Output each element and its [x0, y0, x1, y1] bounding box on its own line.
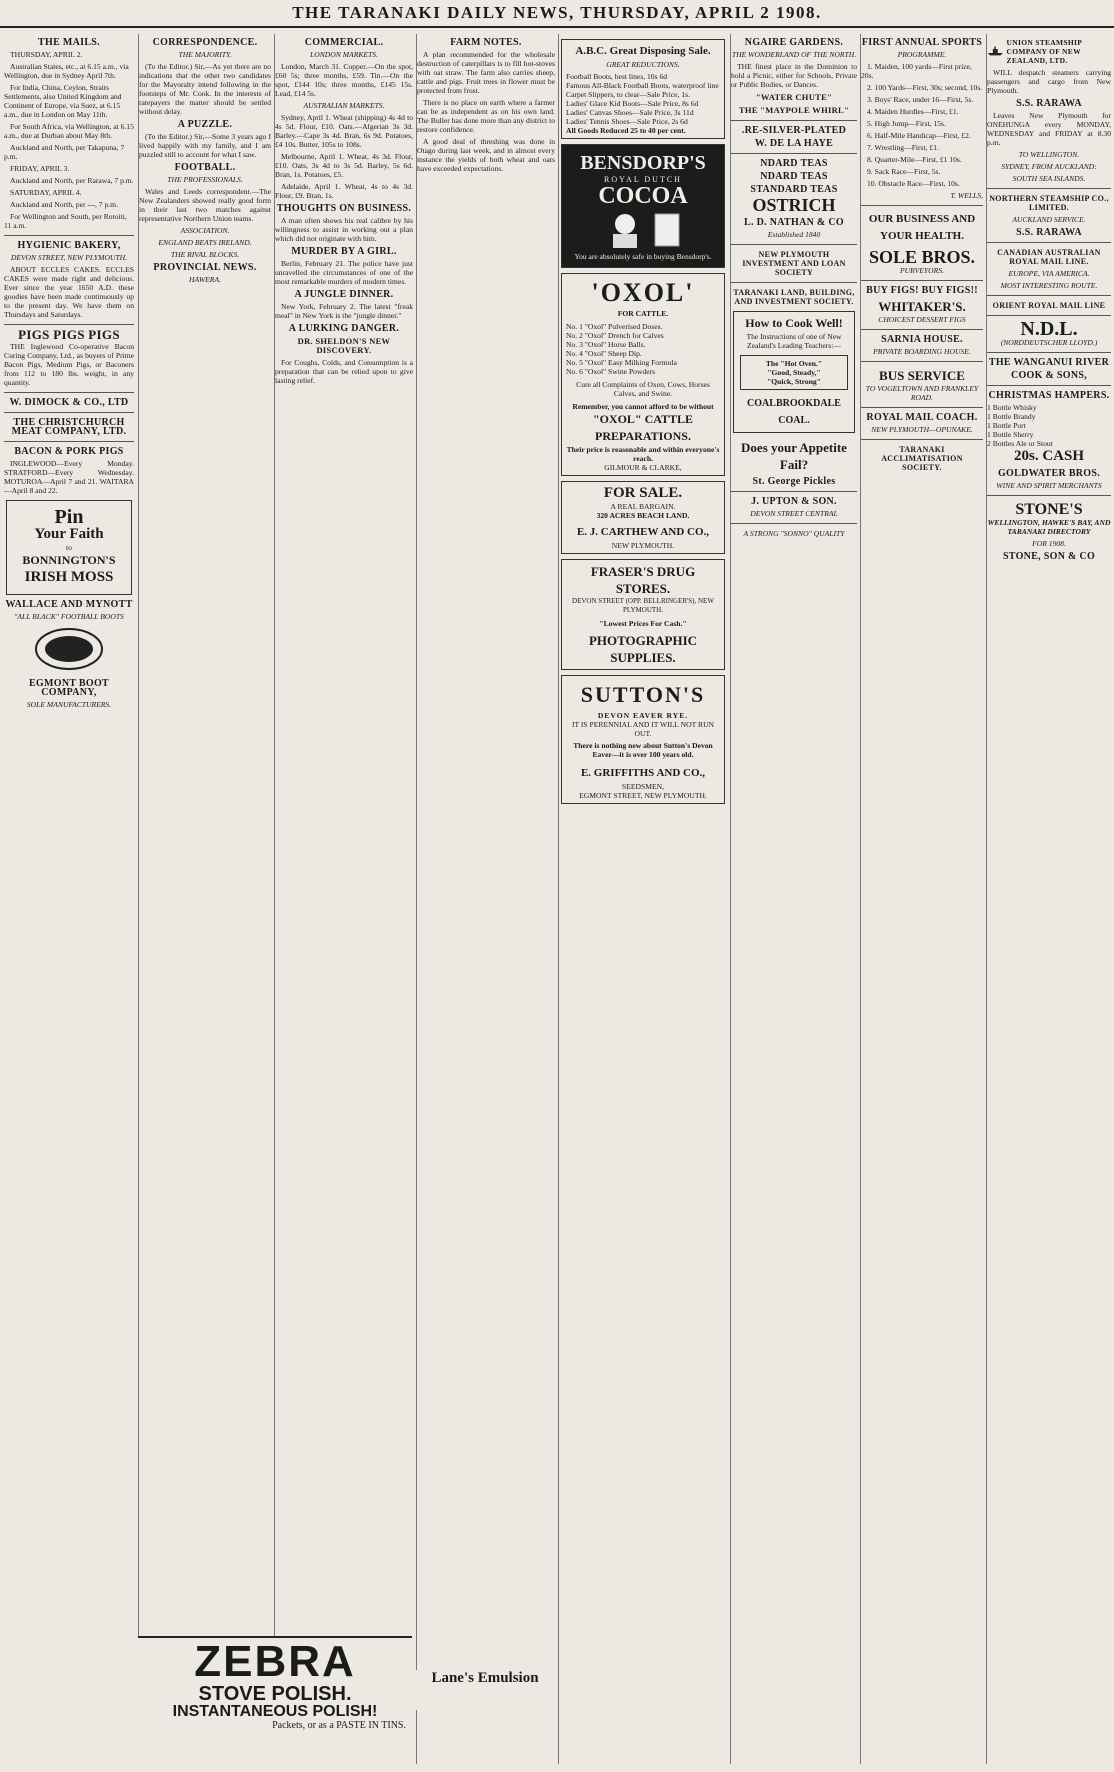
- sole-bros: SOLE BROS.: [868, 247, 976, 267]
- fraser-sub: DEVON STREET (OPP. BELLRINGER'S), NEW PLYMOUTH.: [572, 597, 714, 614]
- stones-year: FOR 1908.: [1032, 539, 1066, 548]
- fraser-heading: FRASER'S DRUG STORES.: [590, 564, 696, 596]
- melb-text: Melbourne, April 1. Wheat, 4s 3d. Flour, £10. Oats, 3s 4d to 3s 5d. Barley, 5s 6d. Bran, 1s. Potatoes, £5.: [275, 152, 413, 179]
- sutton-tag: IT IS PERENNIAL AND IT WILL NOT RUN OUT.: [571, 720, 715, 738]
- griffiths-addr: EGMONT STREET, NEW PLYMOUTH.: [579, 791, 707, 800]
- abc-sub: GREAT REDUCTIONS.: [606, 60, 680, 69]
- northern: NORTHERN STEAMSHIP CO., LIMITED.: [989, 194, 1109, 212]
- football-sub: THE PROFESSIONALS.: [167, 175, 243, 184]
- sutton-sub: DEVON EAVER RYE.: [597, 711, 689, 720]
- bakery-sub: DEVON STREET, NEW PLYMOUTH.: [10, 253, 128, 262]
- sale-acres: 320 ACRES BEACH LAND.: [596, 511, 690, 520]
- sports-item: 10. Obstacle Race—First, 10s.: [867, 179, 960, 188]
- oxol-list: [566, 322, 720, 376]
- sports-item: 1. Maiden, 100 yards—First prize, 20s.: [861, 62, 972, 80]
- farm-text-3: A good deal of threshing was done in Otago during last week, and in almost every instance the yields of both wheat and oats have exceeded expectations.: [417, 137, 555, 173]
- gardens-heading: NGAIRE GARDENS.: [744, 37, 844, 48]
- abc-item: Ladies' Glace Kid Boots—Sale Price, 8s 6d: [566, 99, 699, 108]
- photo-heading: PHOTOGRAPHIC SUPPLIES.: [588, 633, 698, 665]
- cook-heading: How to Cook Well!: [745, 316, 843, 330]
- south-sea: SOUTH SEA ISLANDS.: [1012, 174, 1086, 183]
- steamship-icon: [987, 41, 1004, 61]
- wallace-sub: "ALL BLACK" FOOTBALL BOOTS: [14, 612, 124, 621]
- mails-list: [4, 50, 134, 230]
- bakery-heading: HYGIENIC BAKERY,: [17, 240, 121, 251]
- canadian: CANADIAN AUSTRALIAN ROYAL MAIL LINE.: [997, 248, 1101, 266]
- cocoa-tin-icon: [653, 212, 681, 248]
- sutton-note: There is nothing new about Sutton's Devon Eaver—it is over 100 years old.: [573, 741, 713, 759]
- football-text: Wales and Leeds correspondent.—The New Zealanders showed really good form in their last two matches against representative Northern Union teams.: [139, 187, 271, 223]
- london-text: London, March 31. Copper.—On the spot, £60 5s; three months, £59. Tin.—On the spot, £144 10s; three months, £145 15s. Lead, £14 5s.: [275, 62, 413, 98]
- jungle-heading: A JUNGLE DINNER.: [294, 289, 394, 300]
- mails-item: Auckland and North, per ---, 7 p.m.: [10, 200, 118, 209]
- corr-heading: CORRESPONDENCE.: [152, 37, 258, 48]
- bus-sub: TO VOGELTOWN AND FRANKLEY ROAD.: [865, 384, 979, 402]
- bensdorp-tag: You are absolutely safe in buying Bensdorp's.: [574, 252, 712, 261]
- sports-item: 3. Boys' Race, under 16—First, 5s.: [867, 95, 974, 104]
- hamper-item: 2 Bottles Ale or Stout: [987, 439, 1053, 448]
- pin-line5: IRISH MOSS: [24, 569, 114, 585]
- column-3: [274, 34, 413, 1764]
- gardens-sub: THE WONDERLAND OF THE NORTH.: [731, 50, 857, 59]
- water-chute: "WATER CHUTE": [755, 92, 833, 102]
- sports-item: 2. 100 Yards—First, 30s; second, 10s.: [867, 83, 983, 92]
- adel-text: Adelaide, April 1. Wheat, 4s to 4s 3d. Flour, £9. Bran, 1s.: [275, 182, 413, 200]
- ss-text: WILL despatch steamers carrying passengers and cargo from New Plymouth.: [987, 68, 1111, 95]
- abc-item: Football Boots, best lines, 10s 6d: [566, 72, 668, 81]
- mails-item: SATURDAY, APRIL 4.: [10, 188, 82, 197]
- abc-item: Carpet Slippers, to clear—Sale Price, 1s.: [566, 90, 690, 99]
- mails-item: For India, China, Ceylon, Straits Settlements, also United Kingdom and Continent of Europe, via Suez, at 6.15 a.m., due in London on May 11th.: [4, 83, 122, 119]
- ccp-heading: THE CHRISTCHURCH MEAT COMPANY, LTD.: [11, 417, 127, 437]
- sale-heading: FOR SALE.: [603, 485, 683, 501]
- whitaker: WHITAKER'S.: [878, 299, 966, 314]
- mails-item: Auckland and North, per Rarawa, 7 p.m.: [10, 176, 134, 185]
- hamper-item: 1 Bottle Port: [987, 421, 1026, 430]
- egmont-heading: EGMONT BOOT COMPANY,: [28, 678, 110, 698]
- oxol-item: No. 5 "Oxol" Easy Milking Formula: [566, 358, 677, 367]
- delahaye: W. DE LA HAYE: [754, 138, 834, 149]
- sheldon-heading: DR. SHELDON'S NEW DISCOVERY.: [297, 336, 391, 355]
- column-8: [986, 34, 1111, 1764]
- wanganui: THE WANGANUI RIVER: [988, 357, 1110, 368]
- sarnia: SARNIA HOUSE.: [881, 334, 963, 345]
- abc-item: Famous All-Black Football Boots, waterproof line: [566, 81, 719, 90]
- mails-item: THURSDAY, APRIL 2.: [10, 50, 83, 59]
- mail-coach: ROYAL MAIL COACH.: [866, 412, 978, 423]
- masthead: [0, 0, 1114, 28]
- figs: BUY FIGS! BUY FIGS!!: [866, 285, 978, 296]
- sheldon-text: For Coughs, Colds, and Consumption is a preparation that can be relied upon to give lasting relief.: [275, 358, 413, 385]
- dimock-heading: W. DIMOCK & CO., LTD: [9, 397, 129, 408]
- secretary: T. WELLS,: [950, 191, 983, 200]
- sports-item: 6. Half-Mile Handicap—First, £2.: [867, 131, 971, 140]
- cook-tag: "Good, Steady,": [767, 368, 821, 377]
- football-heading: FOOTBALL.: [174, 162, 236, 173]
- stones: STONE'S: [1015, 501, 1083, 518]
- oxol-item: No. 3 "Oxol" Horse Balls.: [566, 340, 646, 349]
- bensdorp-ad: [561, 144, 725, 268]
- carthew-sub: NEW PLYMOUTH.: [611, 541, 675, 550]
- column-6: [730, 34, 857, 1764]
- fraser-ad: [561, 559, 725, 670]
- europe: EUROPE, VIA AMERICA.: [1008, 269, 1090, 278]
- lane-ad: [416, 1670, 554, 1710]
- thoughts-text: A man often shows his real calibre by his willingness to assist in working out a plan which did not originate with him.: [275, 216, 413, 243]
- thoughts-heading: THOUGHTS ON BUSINESS.: [276, 203, 412, 214]
- prov-heading: PROVINCIAL NEWS.: [153, 262, 257, 273]
- cook-sub: The Instructions of one of New Zealand's Leading Teachers:—: [746, 332, 842, 350]
- sutton-ad: [561, 675, 725, 804]
- mails-item: For Wellington and South, per Rotoiti, 11 a.m.: [4, 212, 127, 230]
- column-7: [860, 34, 983, 1764]
- oxol-cure: Cure all Complaints of Oxen, Cows, Horses Calves, and Swine.: [576, 380, 710, 398]
- zebra-ad: [138, 1636, 412, 1768]
- nathan-sub: Established 1840: [767, 230, 821, 239]
- column-4: [416, 34, 555, 1764]
- hamper-item: 1 Bottle Sherry: [987, 430, 1034, 439]
- murder-text: Berlin, February 21. The police have just unravelled the circumstances of one of the most remarkable murders of modern times.: [275, 259, 413, 286]
- mails-item: Australian States, etc., at 6.15 a.m., via Wellington, due in Sydney April 7th.: [4, 62, 129, 80]
- assoc-heading: ASSOCIATION.: [180, 226, 230, 235]
- abc-sale-ad: [561, 39, 725, 139]
- puzzle-heading: A PUZZLE.: [177, 119, 233, 130]
- bensdorp-cocoa: COCOA: [598, 183, 688, 209]
- pigs-text: THE Inglewood Co-operative Bacon Curing Company, Ltd., as buyers of Prime Bacon Pigs, Medium Pigs, or Baconers from 112 to 180 lbs. weight, in any quantity.: [4, 342, 134, 387]
- sports-list: [861, 62, 983, 188]
- mails-item: FRIDAY, APRIL 3.: [10, 164, 70, 173]
- murder-heading: MURDER BY A GIRL.: [291, 246, 397, 257]
- oxol-item: No. 2 "Oxol" Drench for Calves: [566, 331, 664, 340]
- cash: 20s. CASH: [1013, 448, 1084, 464]
- zebra-sub: STOVE POLISH.: [198, 1683, 352, 1705]
- coach-sub: NEW PLYMOUTH—OPUNAKE.: [871, 425, 973, 434]
- maypole: THE "MAYPOLE WHIRL": [738, 105, 850, 115]
- ostrich: OSTRICH: [752, 195, 836, 215]
- oxol-price: Their price is reasonable and within everyone's reach.: [566, 445, 720, 463]
- fraser-lowest: "Lowest Prices For Cash.": [599, 619, 687, 628]
- ireland-heading: ENGLAND BEATS IRELAND.: [158, 238, 252, 247]
- acclim: TARANAKI ACCLIMATISATION SOCIETY.: [881, 445, 963, 472]
- orient: ORIENT ROYAL MAIL LINE: [992, 301, 1106, 310]
- column-5: [558, 34, 727, 1764]
- gardens-text: THE finest place in the Dominion to hold a Picnic, either for Schools, Private or Public Bodies, or Dances.: [731, 62, 857, 89]
- ndl: N.D.L.: [1020, 318, 1078, 340]
- comm-heading: COMMERCIAL.: [304, 37, 384, 48]
- sports-heading: FIRST ANNUAL SPORTS: [861, 37, 983, 48]
- nathan: L. D. NATHAN & CO: [744, 217, 844, 228]
- cook-ad: [733, 311, 855, 433]
- oxol-agents: GILMOUR & CLARKE,: [604, 463, 682, 472]
- aus-heading: AUSTRALIAN MARKETS.: [303, 101, 385, 110]
- pickles: St. George Pickles: [752, 476, 836, 487]
- sports-item: 9. Sack Race—First, 5s.: [867, 167, 941, 176]
- zebra-tin: Packets, or as a PASTE IN TINS.: [272, 1720, 406, 1731]
- allblack-badge-icon: [4, 627, 134, 673]
- tea-line-3: STANDARD TEAS: [750, 184, 838, 195]
- mails-item: For South Africa, via Wellington, at 6.15 a.m., due at Durban about May 8th.: [4, 122, 134, 140]
- sports-item: 7. Wrestling—First, £1.: [867, 143, 939, 152]
- abc-item: Ladies' Canvas Shoes—Sale Price, 3s 11d: [566, 108, 694, 117]
- tea-line-2: NDARD TEAS: [760, 171, 828, 182]
- oxol-ad: [561, 273, 725, 476]
- lurking-heading: A LURKING DANGER.: [288, 323, 400, 334]
- goldwater-sub: WINE AND SPIRIT MERCHANTS: [996, 481, 1102, 490]
- farm-heading: FARM NOTES.: [450, 37, 522, 48]
- choicest: CHOICEST DESSERT FIGS: [878, 315, 966, 324]
- sole-sub: PURVEYORS.: [900, 266, 944, 275]
- corr-sub: THE MAJORITY.: [178, 50, 232, 59]
- sports-item: 4. Maiden Hurdles—First, £1.: [867, 107, 959, 116]
- egmont-sub: SOLE MANUFACTURERS.: [26, 700, 112, 709]
- upton-sub: DEVON STREET CENTRAL: [750, 509, 838, 518]
- griffiths: E. GRIFFITHS AND CO.,: [580, 767, 706, 779]
- oxol-item: No. 6 "Oxol" Swine Powders: [566, 367, 656, 376]
- zebra-tag: INSTANTANEOUS POLISH!: [172, 1703, 378, 1720]
- puzzle-text: (To the Editor.) Sir,—Some 3 years ago I lived happily with my family, and I am puzzled still to account for what I saw.: [139, 132, 271, 159]
- goldwater: GOLDWATER BROS.: [997, 468, 1101, 479]
- interesting: MOST INTERESTING ROUTE.: [1000, 281, 1098, 290]
- hamper-item: 1 Bottle Whisky: [987, 403, 1037, 412]
- pin-line4: BONNINGTON'S: [22, 553, 116, 567]
- pigs-heading: PIGS PIGS PIGS: [18, 327, 120, 342]
- christmas: CHRISTMAS HAMPERS.: [988, 390, 1110, 401]
- hamper-list: [987, 403, 1111, 448]
- bensdorp-royal: ROYAL DUTCH: [604, 175, 682, 184]
- lane-title: Lane's Emulsion: [431, 1670, 539, 1686]
- abc-items: [566, 72, 720, 135]
- oxol-sub: FOR CATTLE.: [617, 309, 669, 318]
- sports-item: 8. Quarter-Mile—First, £1 10s.: [867, 155, 962, 164]
- resilver-heading: .RE-SILVER-PLATED: [741, 125, 847, 136]
- stones-sub: WELLINGTON, HAWKE'S BAY, AND TARANAKI DIRECTORY: [987, 518, 1111, 536]
- oxol-item: No. 4 "Oxol" Sheep Dip.: [566, 349, 642, 358]
- invest-heading: NEW PLYMOUTH INVESTMENT AND LOAN SOCIETY: [742, 250, 846, 277]
- abc-item: All Goods Reduced 25 to 40 per cent.: [566, 126, 686, 135]
- ndl-sub: (NORDDEUTSCHER LLOYD.): [1000, 338, 1098, 347]
- hamper-item: 1 Bottle Brandy: [987, 412, 1036, 421]
- stones-firm: STONE, SON & CO: [1002, 551, 1096, 562]
- business-heading: OUR BUSINESS AND YOUR HEALTH.: [868, 213, 976, 242]
- bus-service: BUS SERVICE: [879, 368, 965, 383]
- sydney: SYDNEY, FROM AUCKLAND:: [1001, 162, 1097, 171]
- sonno: A STRONG "SONNO" QUALITY: [743, 529, 845, 538]
- abc-heading: A.B.C. Great Disposing Sale.: [575, 45, 711, 57]
- farm-text-2: There is no place on earth where a farmer can be as independent as on his own land. The Buller has done more than any district to restore confidence.: [417, 98, 555, 134]
- girl-illustration-icon: [605, 212, 645, 248]
- rarawa: S.S. RARAWA: [1016, 98, 1082, 109]
- jungle-text: New York, February 2. The latest "freak meal" in New York is the "jungle dinner.": [275, 302, 413, 320]
- mails-heading: THE MAILS.: [38, 37, 100, 48]
- wellington: TO WELLINGTON.: [1018, 150, 1080, 159]
- oxol-cattle: "OXOL" CATTLE PREPARATIONS.: [592, 412, 694, 443]
- cook-tags: [740, 355, 848, 390]
- appetite-heading: Does your Appetite Fail?: [741, 440, 847, 472]
- pin-line1: Pin: [54, 506, 84, 528]
- prov-sub: HAWERA.: [189, 275, 221, 284]
- mails-item: Auckland and North, per Takapuna, 7 p.m.: [4, 143, 125, 161]
- cook-tag: The "Hot Oven.": [765, 359, 823, 368]
- bonnington-ad: [6, 500, 132, 595]
- wallace-heading: WALLACE AND MYNOTT: [5, 599, 133, 610]
- oxol-tag: Remember, you cannot afford to be without: [572, 402, 714, 411]
- upton: J. UPTON & SON.: [751, 496, 837, 507]
- griffiths-sub: SEEDSMEN,: [622, 782, 664, 791]
- carthew: E. J. CARTHEW AND CO.,: [576, 526, 710, 538]
- london-heading: LONDON MARKETS.: [310, 50, 378, 59]
- column-1: [4, 34, 134, 1764]
- sports-item: 5. High Jump—First, 15s.: [867, 119, 946, 128]
- column-2: [138, 34, 271, 1764]
- bakery-text: ABOUT ECCLES CAKES. ECCLES CAKES were made right and delicious. Ever since the year 1650 A.D. these goodies have been made continuously up to the present day. We have them on Thursdays and Saturdays.: [4, 265, 134, 319]
- abc-item: Ladies' Tennis Shoes—Sale Price, 2s 6d: [566, 117, 688, 126]
- bensdorp-title: BENSDORP'S: [580, 152, 706, 174]
- sale-ad: [561, 481, 725, 554]
- farm-text: A plan recommended for the wholesale destruction of caterpillars is to fill hot-stoves with oat straw. The farm also carries sheep, cattle and pigs. Fruit trees in flower must be protected from frost.: [417, 50, 555, 95]
- masthead-title: THE TARANAKI DAILY NEWS, THURSDAY, APRIL 2 1908.: [292, 3, 822, 22]
- zebra-title: ZEBRA: [194, 1637, 356, 1686]
- cook-tag: "Quick, Strong": [767, 377, 821, 386]
- taranaki-land: TARANAKI LAND, BUILDING, AND INVESTMENT SOCIETY.: [733, 288, 855, 306]
- pin-line3: to: [66, 543, 72, 552]
- auckland-service: AUCKLAND SERVICE.: [1012, 215, 1086, 224]
- rival-heading: THE RIVAL BLOCKS.: [170, 250, 240, 259]
- aus-text: Sydney, April 1. Wheat (shipping) 4s 4d to 4s 5d. Flour, £10. Oats.—Algerian 3s 3d. Barley.—Cape 3s 4d. Bran, 6s 9d. Potatoes, £4 10s. Butter, 105s to 108s.: [275, 113, 413, 149]
- ss-heading: UNION STEAMSHIP COMPANY OF NEW ZEALAND, LTD.: [1006, 38, 1082, 65]
- sports-sub: PROGRAMME.: [897, 50, 947, 59]
- corr-text: (To the Editor.) Sir,—As yet there are no indications that the other two candidates for the Mayoralty intend following in the footsteps of Mr. Cook. In the interests of ratepayers the matter should be settled without delay.: [139, 62, 271, 116]
- rarawa-text: Leaves New Plymouth for ONEHUNGA every MONDAY, WEDNESDAY and FRIDAY at 8.30 p.m.: [987, 111, 1111, 147]
- rarawa-2: S.S. RARAWA: [1016, 227, 1082, 238]
- bacon-text: INGLEWOOD—Every Monday. STRATFORD—Every Wednesday. MOTUROA—April 7 and 21. WAITARA—April 8 and 22.: [4, 459, 134, 495]
- bacon-heading: BACON & PORK PIGS: [14, 446, 124, 457]
- coal: COALBROOKDALE COAL.: [747, 398, 841, 426]
- pin-line2: Your Faith: [34, 526, 104, 542]
- sale-sub: A REAL BARGAIN.: [610, 502, 676, 511]
- sutton-heading: SUTTON'S: [580, 682, 706, 707]
- oxol-item: No. 1 "Oxol" Pulverised Doses.: [566, 322, 663, 331]
- cook-son: COOK & SONS,: [1010, 370, 1088, 381]
- sarnia-sub: PRIVATE BOARDING HOUSE.: [873, 347, 971, 356]
- oxol-heading: 'OXOL': [591, 278, 695, 307]
- tea-line-1: NDARD TEAS: [760, 158, 828, 169]
